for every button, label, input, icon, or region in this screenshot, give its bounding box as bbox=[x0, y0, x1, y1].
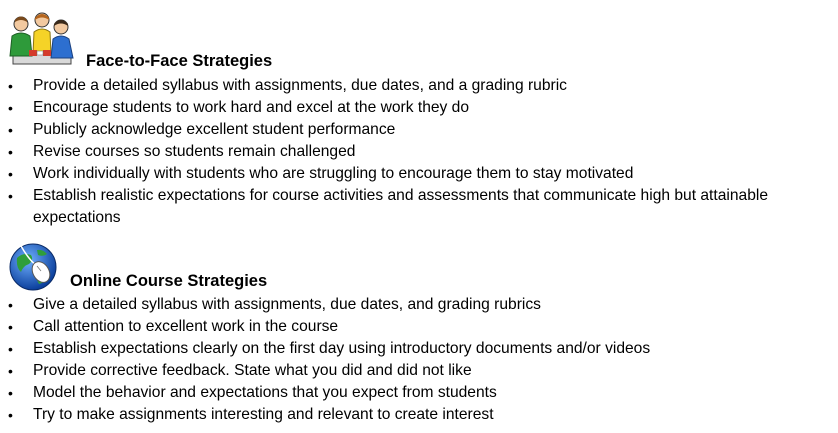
bullet-glyph: • bbox=[8, 122, 13, 138]
list-item-text: Give a detailed syllabus with assignments, due dates, and grading rubrics bbox=[33, 296, 541, 313]
list-item-text: Encourage students to work hard and excel at the work they do bbox=[33, 99, 470, 116]
list-item bbox=[0, 119, 838, 141]
globe-mouse-icon bbox=[7, 240, 61, 299]
list-item bbox=[0, 404, 838, 426]
list-item bbox=[0, 382, 838, 404]
online-list bbox=[0, 294, 838, 426]
bullet-glyph: • bbox=[8, 363, 13, 379]
list-item bbox=[0, 163, 838, 185]
list-item bbox=[0, 294, 838, 316]
bullet-glyph: • bbox=[8, 319, 13, 335]
face-to-face-heading: Face-to-Face Strategies bbox=[86, 52, 273, 70]
face-to-face-list bbox=[0, 75, 838, 229]
bullet-glyph: • bbox=[8, 385, 13, 401]
list-item-text: Work individually with students who are struggling to encourage them to stay motivated bbox=[33, 165, 634, 182]
bullet-glyph: • bbox=[8, 188, 13, 204]
bullet-glyph: • bbox=[8, 100, 13, 116]
list-item bbox=[0, 185, 838, 229]
list-item bbox=[0, 75, 838, 97]
bullet-glyph: • bbox=[8, 341, 13, 357]
list-item-text: Establish realistic expectations for course activities and assessments that communicate high but attainable expectations bbox=[33, 187, 769, 226]
list-item-text: Publicly acknowledge excellent student performance bbox=[33, 121, 396, 138]
online-section bbox=[0, 240, 838, 423]
bullet-glyph: • bbox=[8, 78, 13, 94]
list-item-text: Model the behavior and expectations that you expect from students bbox=[33, 384, 497, 401]
online-heading: Online Course Strategies bbox=[70, 272, 268, 290]
bullet-glyph: • bbox=[8, 166, 13, 182]
list-item bbox=[0, 97, 838, 119]
bullet-glyph: • bbox=[8, 144, 13, 160]
list-item bbox=[0, 316, 838, 338]
list-item-text: Try to make assignments interesting and relevant to create interest bbox=[33, 406, 494, 423]
people-meeting-icon bbox=[7, 10, 77, 77]
list-item bbox=[0, 141, 838, 163]
bullet-glyph: • bbox=[8, 297, 13, 313]
face-to-face-section bbox=[0, 10, 838, 226]
bullet-glyph: • bbox=[8, 407, 13, 423]
face-to-face-heading-row bbox=[0, 10, 838, 75]
list-item-text: Call attention to excellent work in the course bbox=[33, 318, 339, 335]
list-item-text: Revise courses so students remain challenged bbox=[33, 143, 356, 160]
list-item-text: Provide corrective feedback. State what you did and did not like bbox=[33, 362, 472, 379]
list-item bbox=[0, 338, 838, 360]
list-item-text: Provide a detailed syllabus with assignments, due dates, and a grading rubric bbox=[33, 77, 567, 94]
list-item-text: Establish expectations clearly on the first day using introductory documents and/or videos bbox=[33, 340, 651, 357]
list-item bbox=[0, 360, 838, 382]
